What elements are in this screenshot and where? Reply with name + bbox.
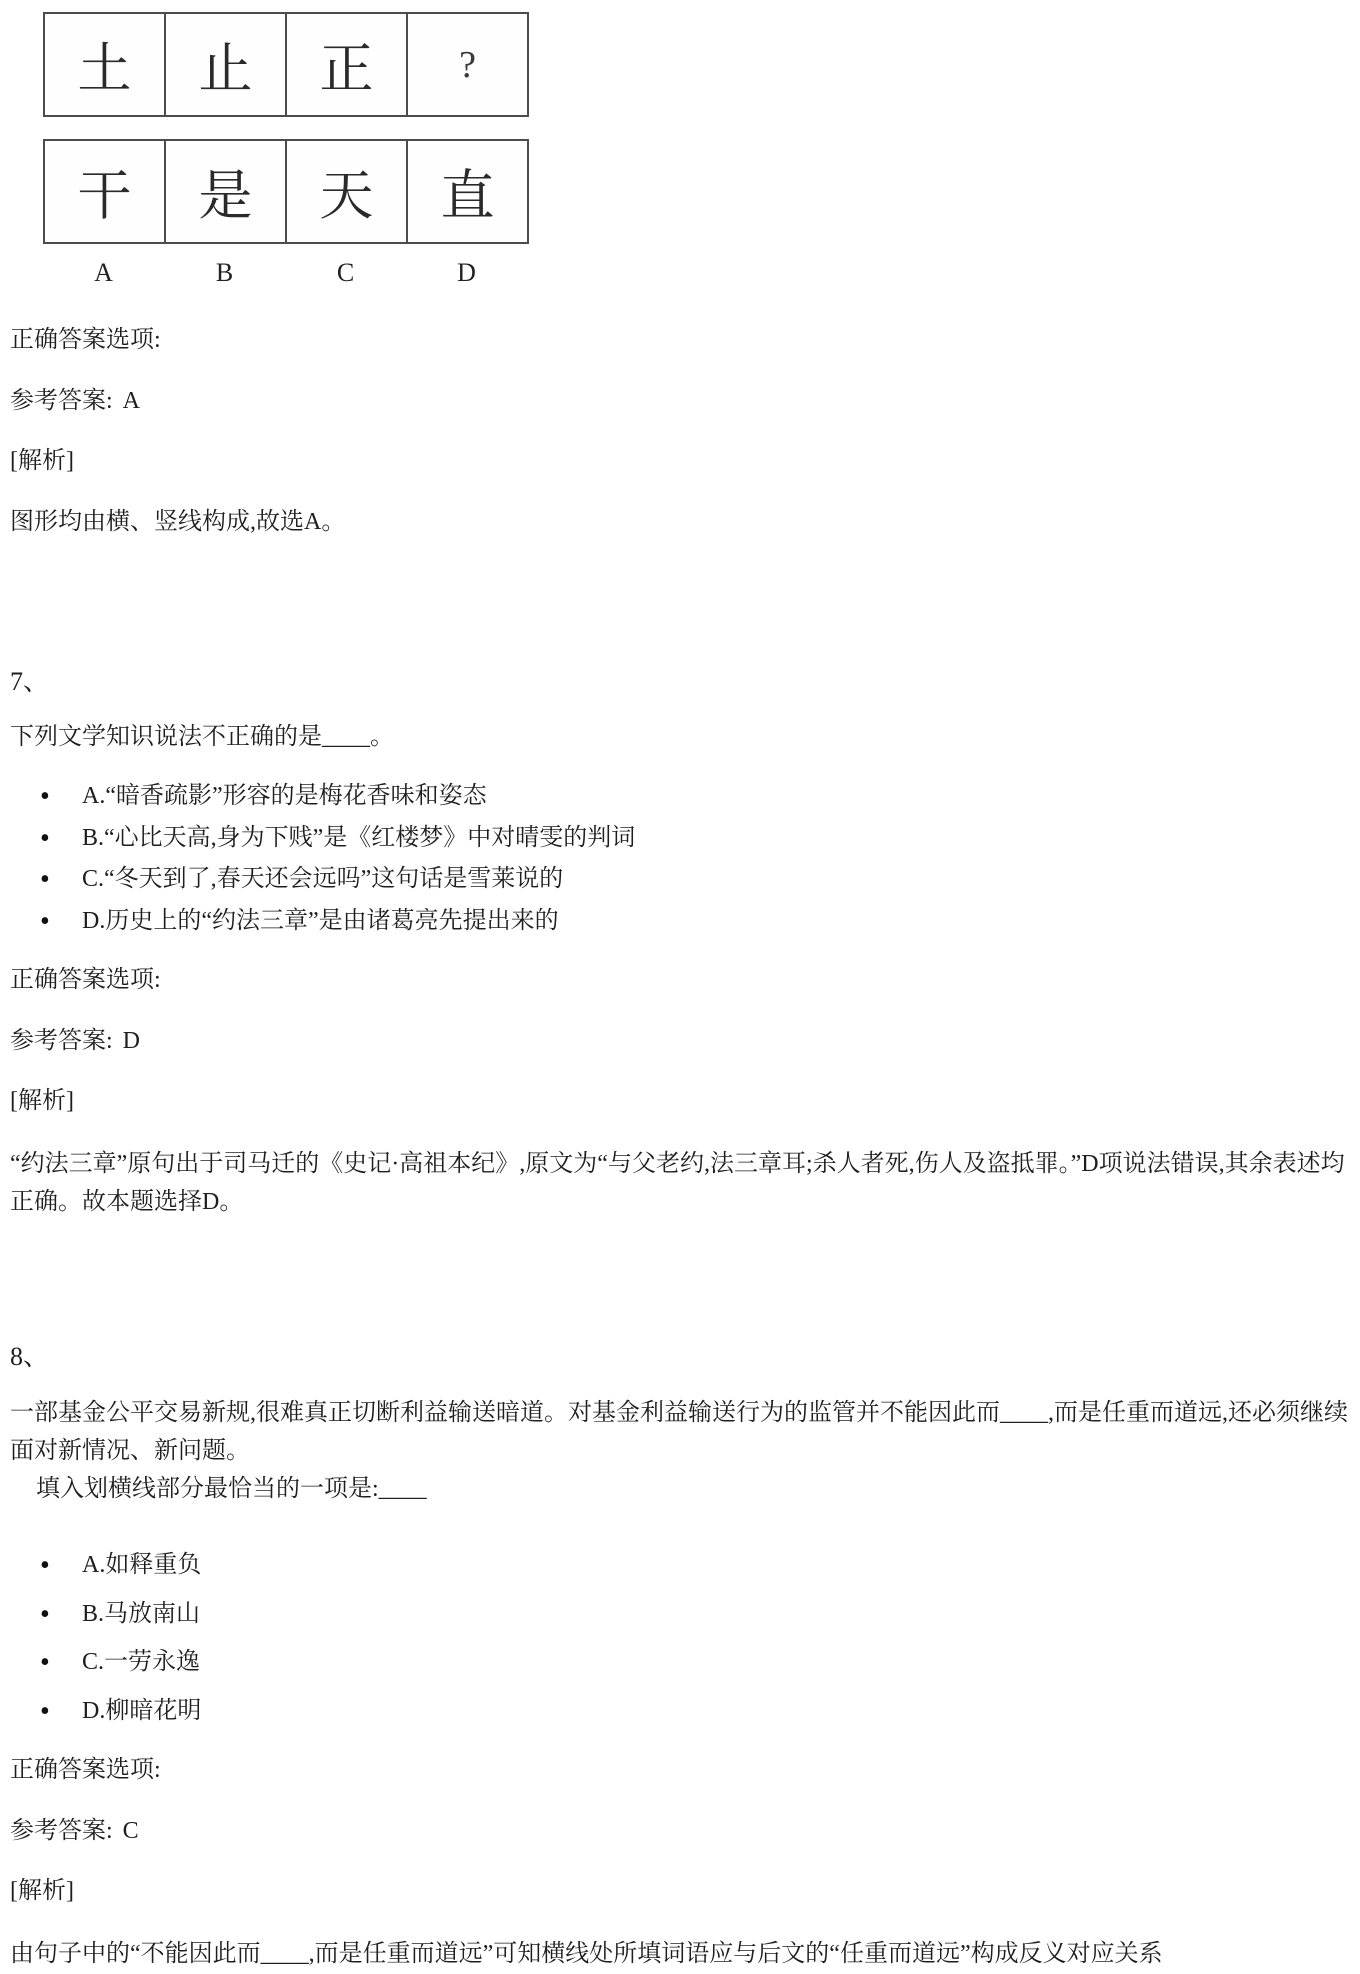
option-char-b: 是	[198, 166, 253, 226]
label-b: B	[215, 258, 234, 287]
question-number: 7、	[10, 667, 50, 697]
option-d: • D.历史上的“约法三章”是由诸葛亮先提出来的	[10, 907, 1350, 936]
question-8-block	[10, 1340, 1350, 1974]
option-a: • A.“暗香疏影”形容的是梅花香味和姿态	[10, 782, 1350, 811]
sequence-char-2: 止	[198, 39, 253, 99]
reference-answer-line	[10, 1025, 1350, 1059]
question-passage: 一部基金公平交易新规,很难真正切断利益输送暗道。对基金利益输送行为的监管并不能因此而____,而是任重而道远,还必须继续面对新情况、新问题。	[10, 1400, 1348, 1465]
correct-option-label: 正确答案选项:	[10, 327, 161, 353]
figure-question-graphic	[43, 12, 1350, 288]
question-7-options	[10, 782, 1350, 936]
option-d: • D.柳暗花明	[10, 1697, 1350, 1726]
correct-option-label: 正确答案选项:	[10, 1756, 161, 1783]
reference-answer-value: C	[122, 1817, 139, 1844]
option-char-d: 直	[440, 166, 495, 226]
option-b: • B.马放南山	[10, 1600, 1350, 1629]
question-8-options	[10, 1551, 1350, 1726]
correct-option-label: 正确答案选项:	[10, 966, 161, 993]
analysis-text: 由句子中的“不能因此而____,而是任重而道远”可知横线处所填词语应与后文的“任重而道远”构成反义对应关系	[10, 1940, 1163, 1967]
question-mark: ?	[459, 43, 476, 86]
option-cell-a	[43, 139, 166, 244]
sequence-cell-2	[164, 12, 287, 117]
label-c: C	[336, 258, 355, 287]
figure-option-labels	[43, 258, 1350, 288]
reference-answer-value: A	[122, 387, 141, 414]
option-a: • A.如释重负	[10, 1551, 1350, 1580]
sequence-cell-1	[43, 12, 166, 117]
reference-answer-label: 参考答案:	[10, 1817, 113, 1844]
analysis-label: [解析]	[10, 448, 74, 475]
option-cell-c	[285, 139, 408, 244]
option-char-a: 干	[77, 166, 132, 226]
label-d: D	[457, 258, 476, 287]
figure-options-row	[43, 139, 1350, 244]
option-c: • C.一劳永逸	[10, 1648, 1350, 1677]
reference-answer-label: 参考答案:	[10, 1027, 113, 1054]
question-text: 下列文学知识说法不正确的是____。	[10, 724, 394, 751]
option-cell-b	[164, 139, 287, 244]
question-6-answer-block	[10, 324, 1350, 539]
option-c: • C.“冬天到了,春天还会远吗”这句话是雪莱说的	[10, 865, 1350, 894]
sequence-char-3: 正	[319, 39, 374, 99]
label-a: A	[94, 258, 113, 287]
question-instruction: 填入划横线部分最恰当的一项是:____	[36, 1476, 427, 1503]
option-cell-d	[406, 139, 529, 244]
option-b: • B.“心比天高,身为下贱”是《红楼梦》中对晴雯的判词	[10, 824, 1350, 853]
figure-sequence-row	[43, 12, 1350, 117]
analysis-label: [解析]	[10, 1088, 74, 1115]
sequence-cell-3	[285, 12, 408, 117]
question-7-block	[10, 665, 1350, 1221]
reference-answer-line	[10, 1815, 1350, 1849]
question-number: 8、	[10, 1341, 50, 1371]
sequence-cell-question	[406, 12, 529, 117]
reference-answer-line	[10, 385, 1350, 419]
analysis-label: [解析]	[10, 1878, 74, 1905]
option-char-c: 天	[319, 166, 374, 226]
sequence-char-1: 土	[77, 39, 132, 99]
analysis-text: “约法三章”原句出于司马迁的《史记·高祖本纪》,原文为“与父老约,法三章耳;杀人者死,伤人及盗抵罪。”D项说法错误,其余表述均正确。故本题选择D。	[10, 1150, 1345, 1215]
reference-answer-value: D	[122, 1027, 141, 1054]
reference-answer-label: 参考答案:	[10, 387, 113, 414]
analysis-text: 图形均由横、竖线构成,故选A。	[10, 508, 346, 535]
